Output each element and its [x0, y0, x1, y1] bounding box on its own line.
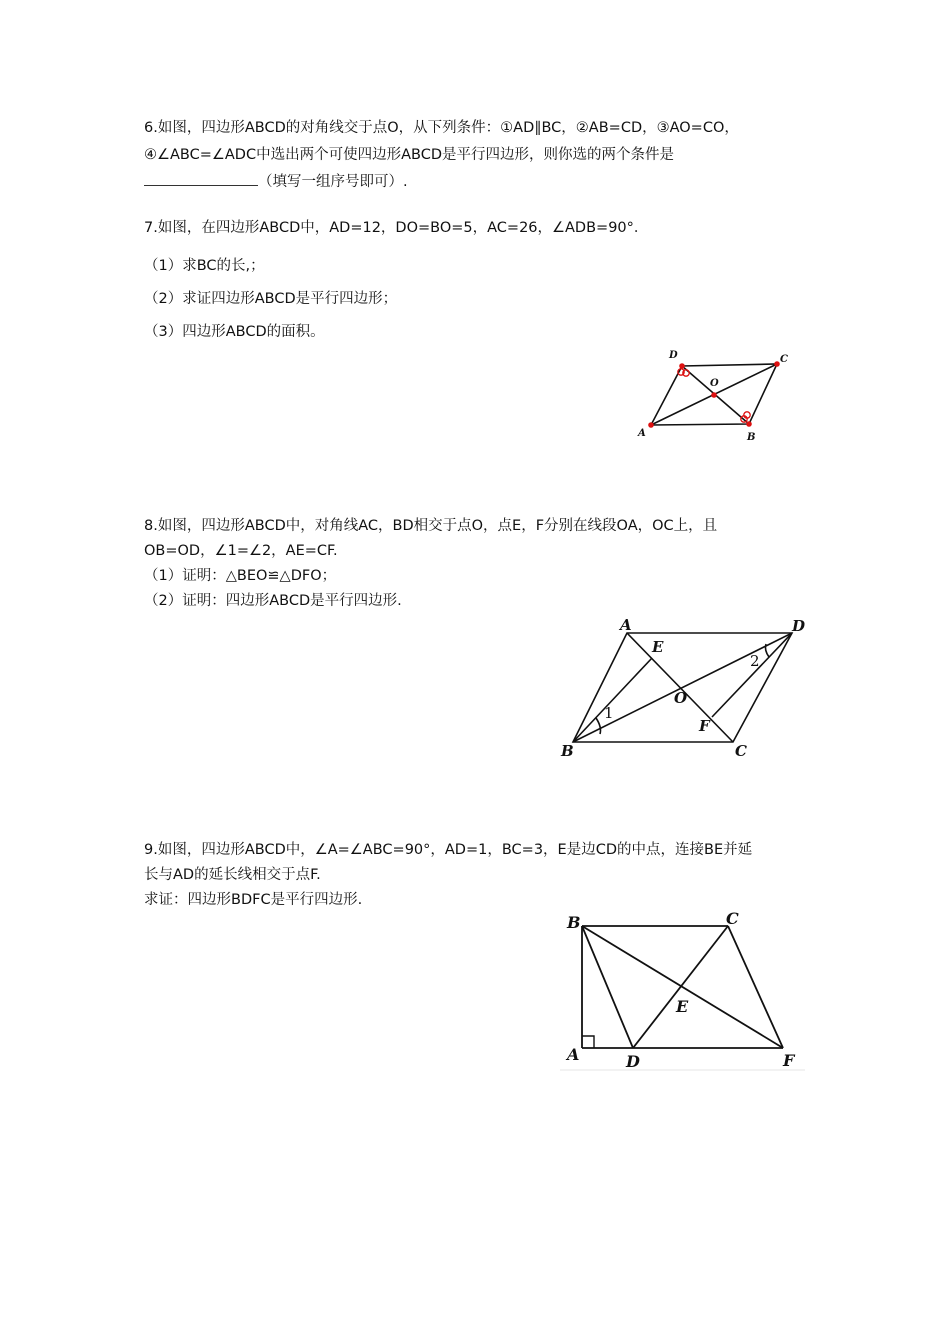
q7-label-a: A: [638, 428, 646, 439]
q7-label-c: C: [780, 354, 788, 365]
q9-segment-bd: [582, 926, 633, 1048]
q8-part2: （2）证明：四边形ABCD是平行四边形.: [144, 593, 402, 609]
q9-label-e: E: [676, 997, 689, 1016]
q6-line2: ④∠ABC=∠ADC中选出两个可使四边形ABCD是平行四边形，则你选的两个条件是: [144, 147, 674, 163]
q9-line2: 长与AD的延长线相交于点F.: [144, 867, 321, 883]
q8-label-b: B: [561, 742, 574, 760]
q6-line1: 6.如图，四边形ABCD的对角线交于点O，从下列条件：①AD∥BC，②AB=CD，③AO=CO，: [144, 120, 739, 136]
q8-label-o: O: [674, 689, 688, 707]
q9-label-a: A: [567, 1045, 580, 1064]
q9-label-f: F: [783, 1051, 795, 1070]
q9-line1: 9.如图，四边形ABCD中，∠A=∠ABC=90°，AD=1，BC=3，E是边CD的中点，连接BE并延: [144, 842, 753, 858]
q8-part1: （1）证明：△BEO≌△DFO；: [144, 568, 337, 584]
q9-label-d: D: [626, 1052, 640, 1071]
q9-segment-cd: [633, 926, 728, 1048]
q7-part2: （2）求证四边形ABCD是平行四边形；: [144, 291, 398, 307]
q7-part3: （3）四边形ABCD的面积。: [144, 324, 325, 340]
q9-right-angle-mark: [582, 1036, 594, 1048]
q8-label-e: E: [652, 638, 664, 656]
q8-label-f: F: [699, 717, 710, 735]
q9-label-c: C: [726, 909, 739, 928]
q7-label-b: B: [747, 432, 756, 443]
q8-label-d: D: [792, 617, 806, 635]
q7-label-o: O: [710, 378, 719, 389]
q6-line3-suffix: （填写一组序号即可）.: [258, 174, 408, 190]
q8-line2: OB=OD，∠1=∠2，AE=CF.: [144, 543, 338, 559]
q9-side-cf: [728, 926, 783, 1048]
q7-label-d: D: [669, 350, 678, 361]
q7-stem: 7.如图，在四边形ABCD中，AD=12，DO=BO=5，AC=26，∠ADB=90°．: [144, 220, 649, 236]
q8-label-a: A: [620, 616, 632, 634]
q8-label-c: C: [735, 742, 747, 760]
q9-label-b: B: [567, 913, 581, 932]
q9-line3: 求证：四边形BDFC是平行四边形.: [144, 892, 363, 908]
q8-label-2: 2: [750, 652, 760, 670]
q8-label-1: 1: [604, 704, 614, 722]
q8-line1: 8.如图，四边形ABCD中，对角线AC，BD相交于点O，点E，F分别在线段OA，OC上，且: [144, 518, 718, 534]
q9-segment-bf: [582, 926, 783, 1048]
q7-part1: （1）求BC的长,；: [144, 258, 265, 274]
